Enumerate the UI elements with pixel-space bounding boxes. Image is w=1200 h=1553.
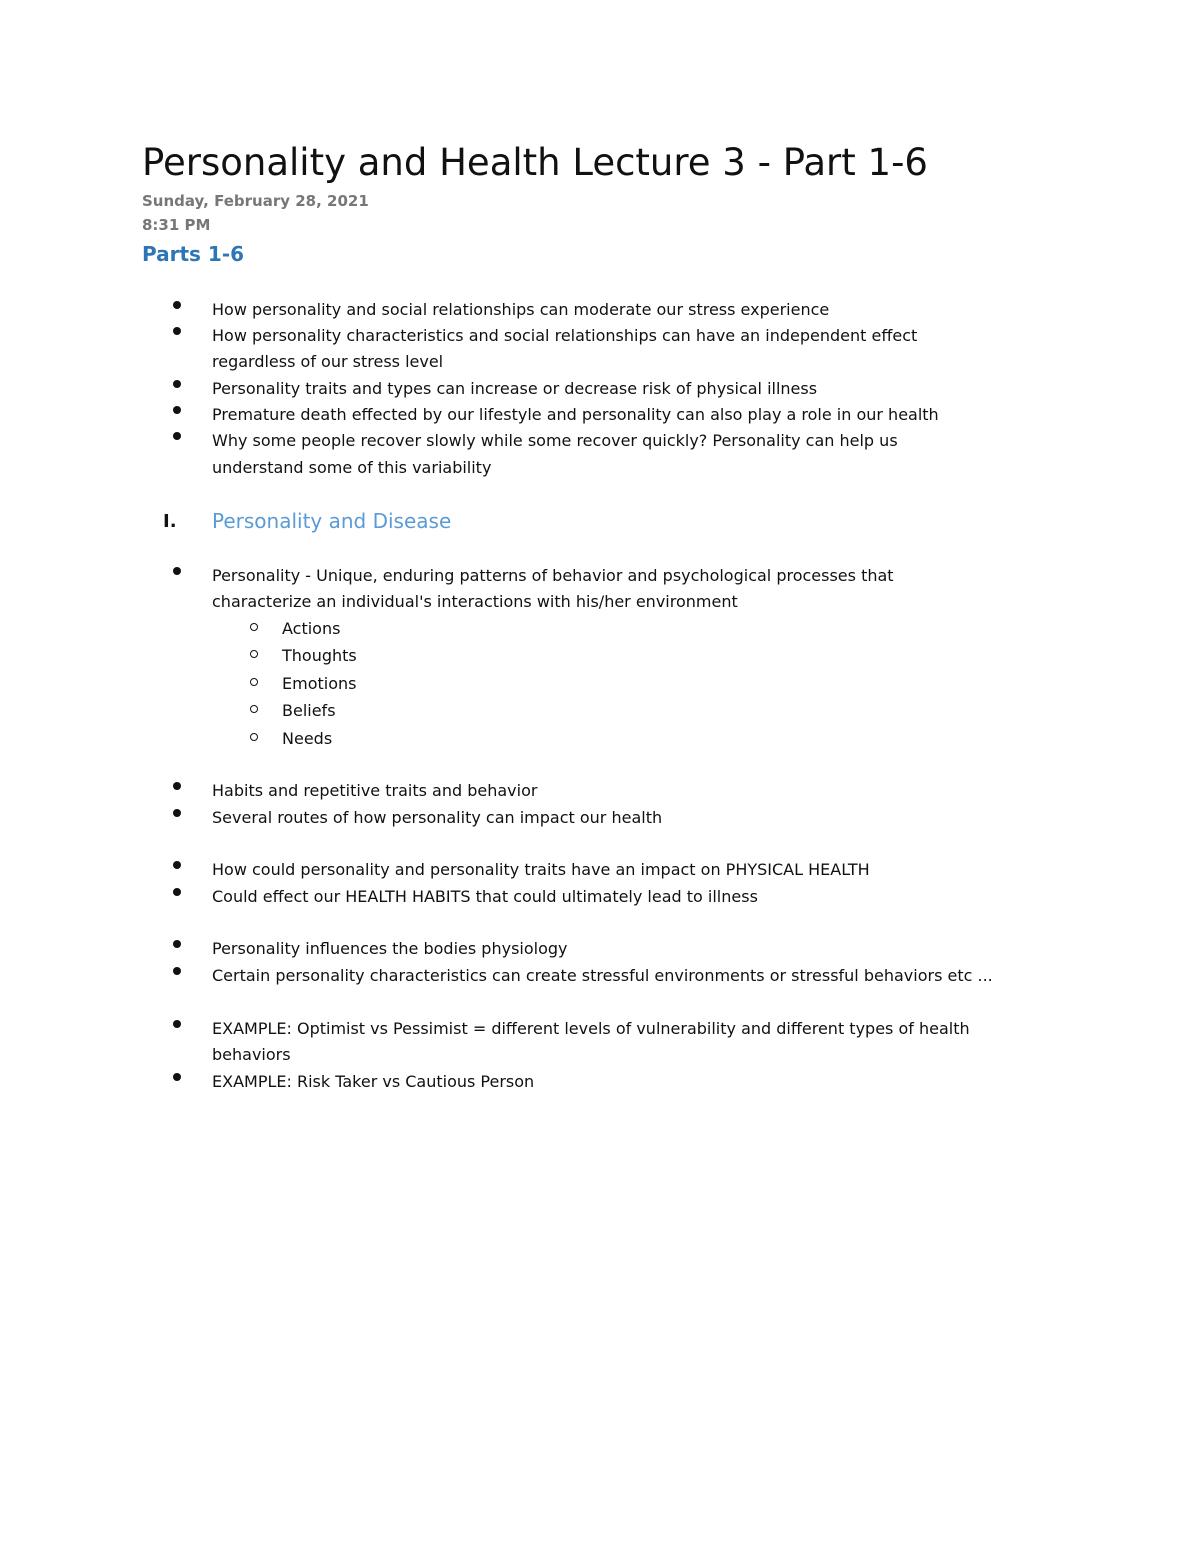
list-item: Personality traits and types can increase or decrease risk of physical illness: [212, 379, 818, 398]
list-item: Habits and repetitive traits and behavior: [212, 781, 538, 800]
parts-heading: Parts 1-6: [142, 242, 245, 266]
circle-bullet-icon: [250, 650, 258, 658]
circle-bullet-icon: [250, 733, 258, 741]
list-item: Personality - Unique, enduring patterns of behavior and psychological processes that: [212, 566, 894, 585]
list-item-continuation: behaviors: [212, 1045, 291, 1064]
bullet-icon: [173, 567, 181, 575]
list-item-continuation: characterize an individual's interactions with his/her environment: [212, 592, 738, 611]
bullet-icon: [173, 940, 181, 948]
bullet-icon: [173, 432, 181, 440]
list-item: How could personality and personality traits have an impact on PHYSICAL HEALTH: [212, 860, 870, 879]
note-date: Sunday, February 28, 2021: [142, 192, 369, 210]
list-item-continuation: regardless of our stress level: [212, 352, 444, 371]
list-item: How personality and social relationships can moderate our stress experience: [212, 300, 830, 319]
list-item: Could effect our HEALTH HABITS that could ultimately lead to illness: [212, 887, 758, 906]
page-title: Personality and Health Lecture 3 - Part 1-6: [142, 141, 928, 184]
circle-bullet-icon: [250, 678, 258, 686]
bullet-icon: [173, 380, 181, 388]
sub-list-item: Thoughts: [282, 646, 357, 665]
bullet-icon: [173, 406, 181, 414]
sub-list-item: Actions: [282, 619, 341, 638]
section-number: I.: [163, 511, 177, 532]
list-item: How personality characteristics and social relationships can have an independent effect: [212, 326, 918, 345]
list-item: EXAMPLE: Optimist vs Pessimist = different levels of vulnerability and different types of health: [212, 1019, 970, 1038]
circle-bullet-icon: [250, 623, 258, 631]
bullet-icon: [173, 967, 181, 975]
sub-list-item: Needs: [282, 729, 333, 748]
bullet-icon: [173, 861, 181, 869]
list-item: Certain personality characteristics can create stressful environments or stressful behaviors etc ...: [212, 966, 993, 985]
bullet-icon: [173, 1073, 181, 1081]
bullet-icon: [173, 809, 181, 817]
list-item: Personality influences the bodies physiology: [212, 939, 568, 958]
list-item: Why some people recover slowly while some recover quickly? Personality can help us: [212, 431, 898, 450]
list-item-continuation: understand some of this variability: [212, 458, 492, 477]
bullet-icon: [173, 327, 181, 335]
list-item: EXAMPLE: Risk Taker vs Cautious Person: [212, 1072, 535, 1091]
bullet-icon: [173, 301, 181, 309]
note-time: 8:31 PM: [142, 216, 211, 234]
bullet-icon: [173, 888, 181, 896]
list-item: Several routes of how personality can impact our health: [212, 808, 663, 827]
section-title: Personality and Disease: [212, 509, 452, 533]
sub-list-item: Emotions: [282, 674, 357, 693]
list-item: Premature death effected by our lifestyle and personality can also play a role in our health: [212, 405, 939, 424]
bullet-icon: [173, 782, 181, 790]
circle-bullet-icon: [250, 705, 258, 713]
bullet-icon: [173, 1020, 181, 1028]
sub-list-item: Beliefs: [282, 701, 336, 720]
